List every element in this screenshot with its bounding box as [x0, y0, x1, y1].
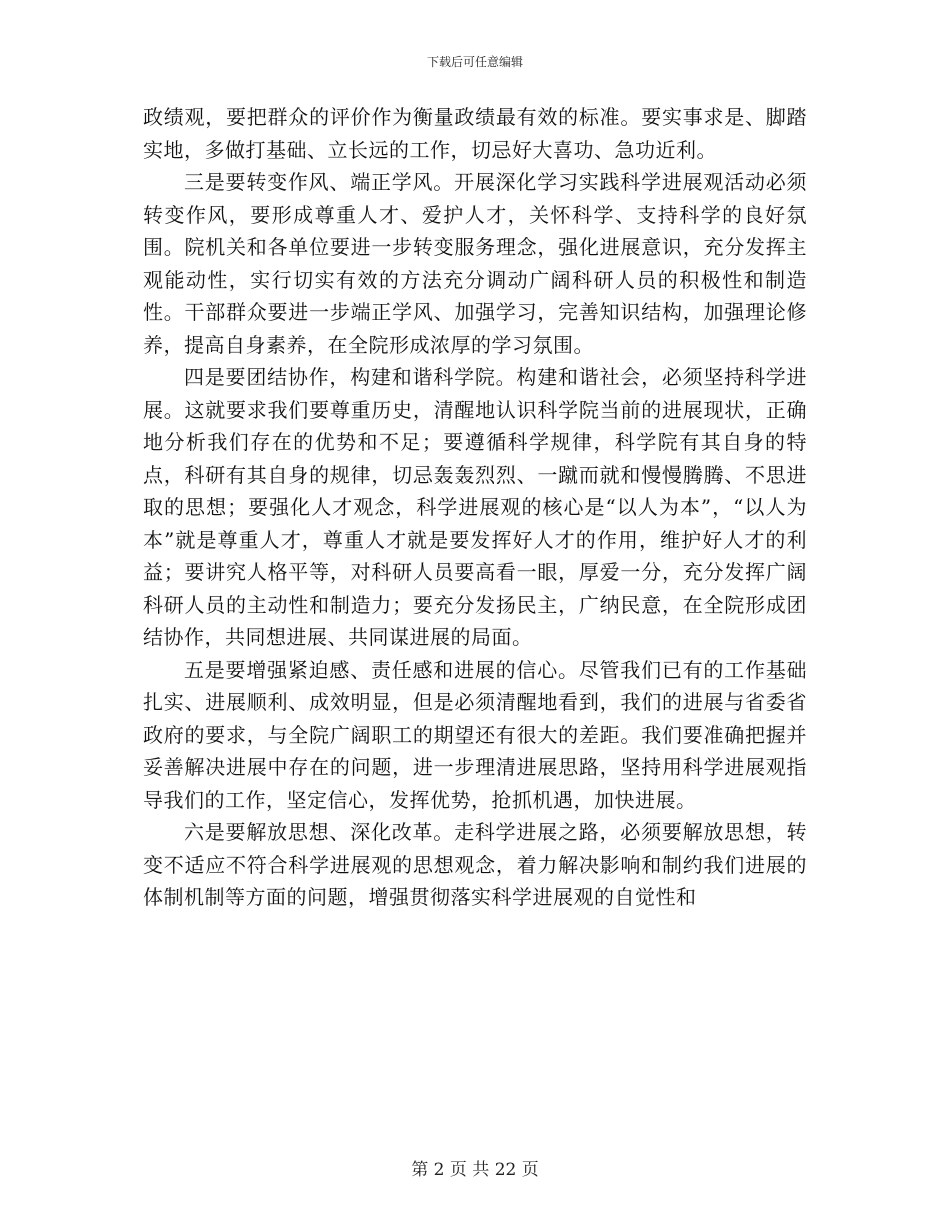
paragraph-continuation: 政绩观，要把群众的评价作为衡量政绩最有效的标准。要实事求是、脚踏实地，多做打基础、立长远的工作，切忌好大喜功、急功近利。 — [143, 105, 807, 162]
paragraph-four: 四是要团结协作，构建和谐科学院。构建和谐社会，必须坚持科学进展。这就要求我们要尊重历史，清醒地认识科学院当前的进展现状，正确地分析我们存在的优势和不足；要遵循科学规律，科学院有其自身的特点，科研有其自身的规律，切忌轰轰烈烈、一蹴而就和慢慢腾腾、不思进取的思想；要强化人才观念，科学进展观的核心是“以人为本”，“以人为本”就是尊重人才，尊重人才就是要发挥好人才的作用，维护好人才的利益；要讲究人格平等，对科研人员要高看一眼，厚爱一分，充分发挥广阔科研人员的主动性和制造力；要充分发扬民主，广纳民意，在全院形成团结协作，共同想进展、共同谋进展的局面。 — [143, 365, 807, 649]
document-body — [143, 101, 807, 914]
page-footer: 第 2 页 共 22 页 — [411, 1160, 539, 1180]
paragraph-three: 三是要转变作风、端正学风。开展深化学习实践科学进展观活动必须转变作风，要形成尊重人才、爱护人才，关怀科学、支持科学的良好氛围。院机关和各单位要进一步转变服务理念，强化进展意识，充分发挥主观能动性，实行切实有效的方法充分调动广阔科研人员的积极性和制造性。干部群众要进一步端正学风、加强学习，完善知识结构，加强理论修养，提高自身素养，在全院形成浓厚的学习氛围。 — [143, 170, 807, 357]
paragraph-six: 六是要解放思想、深化改革。走科学进展之路，必须要解放思想，转变不适应不符合科学进展观的思想观念，着力解决影响和制约我们进展的体制机制等方面的问题，增强贯彻落实科学进展观的自觉性和 — [143, 820, 807, 909]
page-header: 下载后可任意编辑 — [426, 55, 523, 69]
paragraph-five: 五是要增强紧迫感、责任感和进展的信心。尽管我们已有的工作基础扎实、进展顺利、成效明显，但是必须清醒地看到，我们的进展与省委省政府的要求，与全院广阔职工的期望还有很大的差距。我们要准确把握并妥善解决进展中存在的问题，进一步理清进展思路，坚持用科学进展观指导我们的工作，坚定信心，发挥优势，抢抓机遇，加快进展。 — [143, 657, 807, 812]
